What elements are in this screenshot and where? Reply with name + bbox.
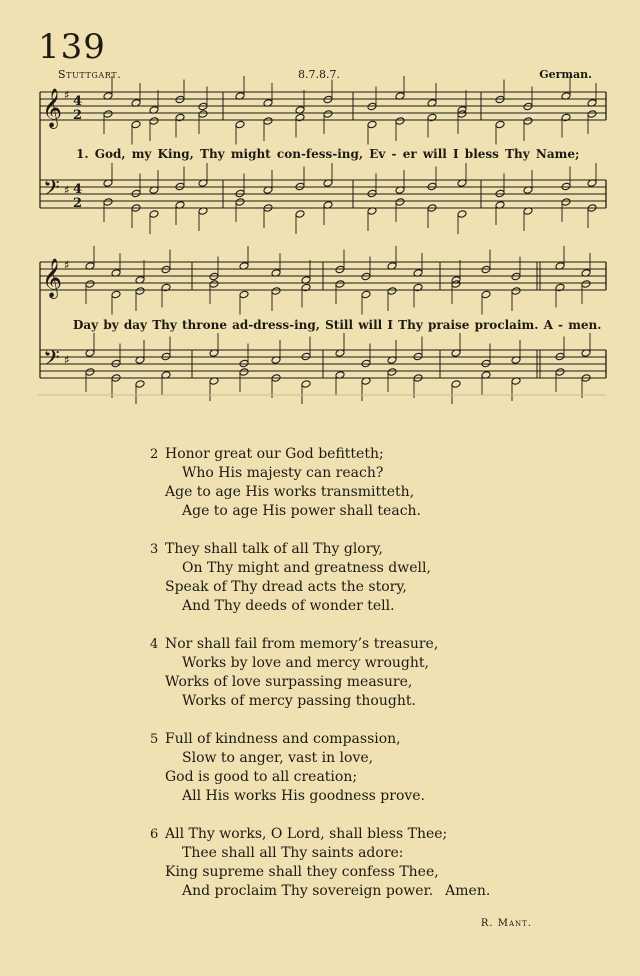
note-head [131, 120, 141, 128]
note-head [301, 352, 311, 360]
note-head [395, 117, 405, 125]
note-head [361, 272, 371, 280]
verse-line: Works of love surpassing measure, [165, 674, 413, 690]
bass-clef-icon: 𝄢 [43, 346, 60, 376]
verse-line: Age to age His power shall teach. [182, 503, 421, 519]
time-signature: 2 [73, 108, 83, 123]
note-head [555, 352, 565, 360]
note-head [135, 380, 145, 388]
verse-line: They shall talk of all Thy glory, [165, 541, 383, 557]
note-head [161, 265, 171, 273]
stanza-number: 6 [150, 827, 159, 842]
amen: Amen. [445, 883, 491, 899]
note-head [239, 359, 249, 367]
note-head [495, 189, 505, 197]
note-head [481, 265, 491, 273]
verse-line: Nor shall fail from memory’s treasure, [165, 636, 439, 652]
note-head [413, 352, 423, 360]
note-head [555, 368, 565, 376]
stanza-number: 4 [150, 637, 159, 652]
note-head [271, 287, 281, 295]
score-lyrics-line-1: 1. God, my King, Thy might con-fess-ing, Ev - er will I bless Thy Name; [76, 147, 580, 161]
stanza-3 [150, 540, 570, 616]
note-head [135, 287, 145, 295]
verse-line: Works by love and mercy wrought, [182, 655, 429, 671]
note-head [561, 182, 571, 190]
sharp-icon: ♯ [64, 183, 70, 197]
treble-clef-icon: 𝄞 [42, 258, 63, 298]
note-head [457, 110, 467, 118]
tune-origin: German. [539, 68, 592, 81]
stanza-4 [150, 635, 570, 711]
note-head [481, 290, 491, 298]
verse-line: Thee shall all Thy saints adore: [182, 845, 404, 861]
note-head [367, 189, 377, 197]
verse-line: And Thy deeds of wonder tell. [182, 598, 395, 614]
note-head [335, 265, 345, 273]
note-head [361, 290, 371, 298]
note-head [85, 368, 95, 376]
verse-line: Honor great our God befitteth; [165, 446, 384, 462]
note-head [451, 380, 461, 388]
note-head [198, 110, 208, 118]
note-head [367, 102, 377, 110]
note-head [481, 359, 491, 367]
tune-name: Stuttgart. [58, 68, 122, 81]
note-head [587, 110, 597, 118]
stanza-number: 2 [150, 447, 159, 462]
score-lyrics-line-2: Day by day Thy throne ad-dress-ing, Still will I Thy praise proclaim. A - men. [73, 318, 602, 332]
note-head [457, 210, 467, 218]
hymn-number: 139 [38, 27, 106, 67]
meter: 8.7.8.7. [298, 68, 340, 81]
note-head [523, 102, 533, 110]
note-head [511, 287, 521, 295]
stanza-number: 3 [150, 542, 159, 557]
note-head [295, 182, 305, 190]
sharp-icon: ♯ [64, 258, 70, 272]
note-head [581, 280, 591, 288]
sharp-icon: ♯ [64, 88, 70, 102]
note-head [209, 272, 219, 280]
note-head [301, 380, 311, 388]
verse-line: Works of mercy passing thought. [182, 693, 416, 709]
verses [150, 445, 570, 920]
treble-clef-icon: 𝄞 [42, 88, 63, 128]
stanza-number: 5 [150, 732, 159, 747]
verse-line: All His works His goodness prove. [182, 788, 426, 804]
note-head [395, 198, 405, 206]
note-head [161, 352, 171, 360]
note-head [387, 287, 397, 295]
note-head [511, 272, 521, 280]
verse-line: On Thy might and greatness dwell, [182, 560, 431, 576]
note-head [495, 95, 505, 103]
author: R. Mant. [480, 918, 532, 929]
note-head [361, 359, 371, 367]
verse-line: Age to age His works transmitteth, [165, 484, 415, 500]
stanza-5 [150, 730, 570, 806]
note-head [111, 290, 121, 298]
verse-line: Full of kindness and compassion, [165, 731, 401, 747]
verse-line: Slow to anger, vast in love, [182, 750, 374, 766]
note-head [103, 198, 113, 206]
note-head [523, 117, 533, 125]
note-head [239, 368, 249, 376]
verse-line: And proclaim Thy sovereign power. [182, 883, 434, 899]
stanza-6 [150, 825, 570, 901]
note-head [235, 198, 245, 206]
note-head [335, 280, 345, 288]
bass-clef-icon: 𝄢 [43, 176, 60, 206]
verse-line: Who His majesty can reach? [182, 465, 384, 481]
note-head [495, 120, 505, 128]
note-head [149, 210, 159, 218]
music-score [0, 0, 640, 420]
note-head [239, 290, 249, 298]
note-head [451, 280, 461, 288]
note-head [323, 110, 333, 118]
note-head [235, 120, 245, 128]
time-signature: 4 [73, 182, 83, 197]
note-head [209, 280, 219, 288]
note-head [263, 117, 273, 125]
note-head [295, 210, 305, 218]
note-head [387, 368, 397, 376]
note-head [427, 182, 437, 190]
time-signature: 2 [73, 196, 83, 211]
note-head [367, 120, 377, 128]
note-head [103, 110, 113, 118]
note-head [323, 95, 333, 103]
note-head [131, 189, 141, 197]
note-head [149, 117, 159, 125]
verse-line: God is good to all creation; [165, 769, 358, 785]
note-head [198, 102, 208, 110]
note-head [85, 280, 95, 288]
note-head [175, 95, 185, 103]
note-head [561, 198, 571, 206]
note-head [111, 359, 121, 367]
note-head [235, 189, 245, 197]
stanza-2 [150, 445, 570, 521]
verse-line: Speak of Thy dread acts the story, [165, 579, 407, 595]
verse-line: All Thy works, O Lord, shall bless Thee; [165, 826, 448, 842]
time-signature: 4 [73, 94, 83, 109]
sharp-icon: ♯ [64, 353, 70, 367]
verse-line: King supreme shall they confess Thee, [165, 864, 439, 880]
note-head [175, 182, 185, 190]
